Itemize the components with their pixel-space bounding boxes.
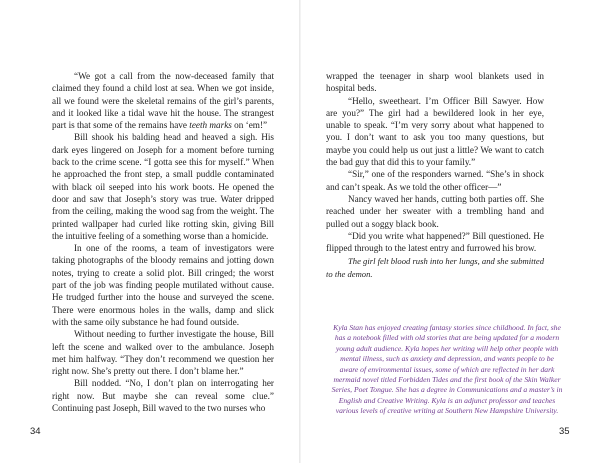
paragraph: “Hello, sweetheart. I’m Officer Bill Sawyer. How are you?” The girl had a bewildered look in her eye, unable to speak. “I’m very sorry about what happened to you. I don’t want to ask you too many questions, but maybe you could help us out just a little? We want to catch the bad guy that did this to your family.” [326,95,544,168]
paragraph [52,70,274,131]
page-number: 35 [559,426,570,437]
right-text-column [326,70,544,280]
paragraph-text: “We got a call from the now-deceased family that claimed they found a child lost at sea. When we got inside, all we found were the skeletal remains of the girl’s parents, and it looked like a tidal wave hit the house. The strangest part is that some of the remains have [52,71,274,131]
paragraph: wrapped the teenager in sharp wool blankets used in hospital beds. [326,71,544,94]
paragraph-text-end: on ‘em!” [231,120,268,131]
paragraph: Without needing to further investigate the house, Bill left the scene and walked over to the ambulance. Joseph met him halfway. “They don’t recommend we question her right now. She’s pretty out there. I don’t blame her.” [52,329,274,377]
paragraph: Bill shook his balding head and heaved a sigh. His dark eyes lingered on Joseph for a moment before turning back to the crime scene. “I gotta see this for myself.” When he approached the front step, a small puddle contaminated with black oil seeped into his work boots. He opened the door and saw that Joseph’s story was true. Water dripped from the ceiling, making the wood sag from the weight. The printed wallpaper had curled like rotting skin, giving Bill the intuitive feeling of a something worse than a homicide. [52,132,274,241]
italic-phrase: teeth marks [189,120,232,131]
left-text-column [52,70,274,414]
page-number: 34 [30,426,41,437]
italic-paragraph: The girl felt blood rush into her lungs, and she submitted to the demon. [326,256,544,279]
paragraph: Bill nodded. “No, I don’t plan on interrogating her right now. But maybe she can reveal some clue.” Continuing past Joseph, Bill waved to the two nurses who [52,378,274,414]
paragraph: “Sir,” one of the responders warned. “She’s in shock and can’t speak. As we told the other officer—” [326,169,544,192]
paragraph: In one of the rooms, a team of investigators were taking photographs of the bloody remains and jotting down notes, trying to create a solid plot. Bill cringed; the worst part of the job was finding people mutilated without cause. He trudged further into the house and surveyed the scene. There were enormous holes in the walls, damp and slick with the same oily substance he had found outside. [52,243,274,327]
right-page [301,0,600,463]
paragraph: “Did you write what happened?” Bill questioned. He flipped through to the latest entry and furrowed his brow. [326,230,544,254]
author-bio: Kyla Stan has enjoyed creating fantasy stories since childhood. In fact, she has a notebook filled with old stories that are being updated for a modern young adult audience. Kyla hopes her writing will help other people with mental illness, such as anxiety and depression, and wants people to be aware of environmental issues, some of which are reflected in her dark mermaid novel titled Forbidden Tides and the first book of the Skin Walker Series, Poet Tongue. She has a degree in Communications and a master’s in English and Creative Writing. Kyla is an adjunct professor and teaches various levels of creative writing at Southern New Hampshire University. [331,323,563,416]
paragraph: Nancy waved her hands, cutting both parties off. She reached under her sweater with a trembling hand and pulled out a soggy black book. [326,193,544,229]
